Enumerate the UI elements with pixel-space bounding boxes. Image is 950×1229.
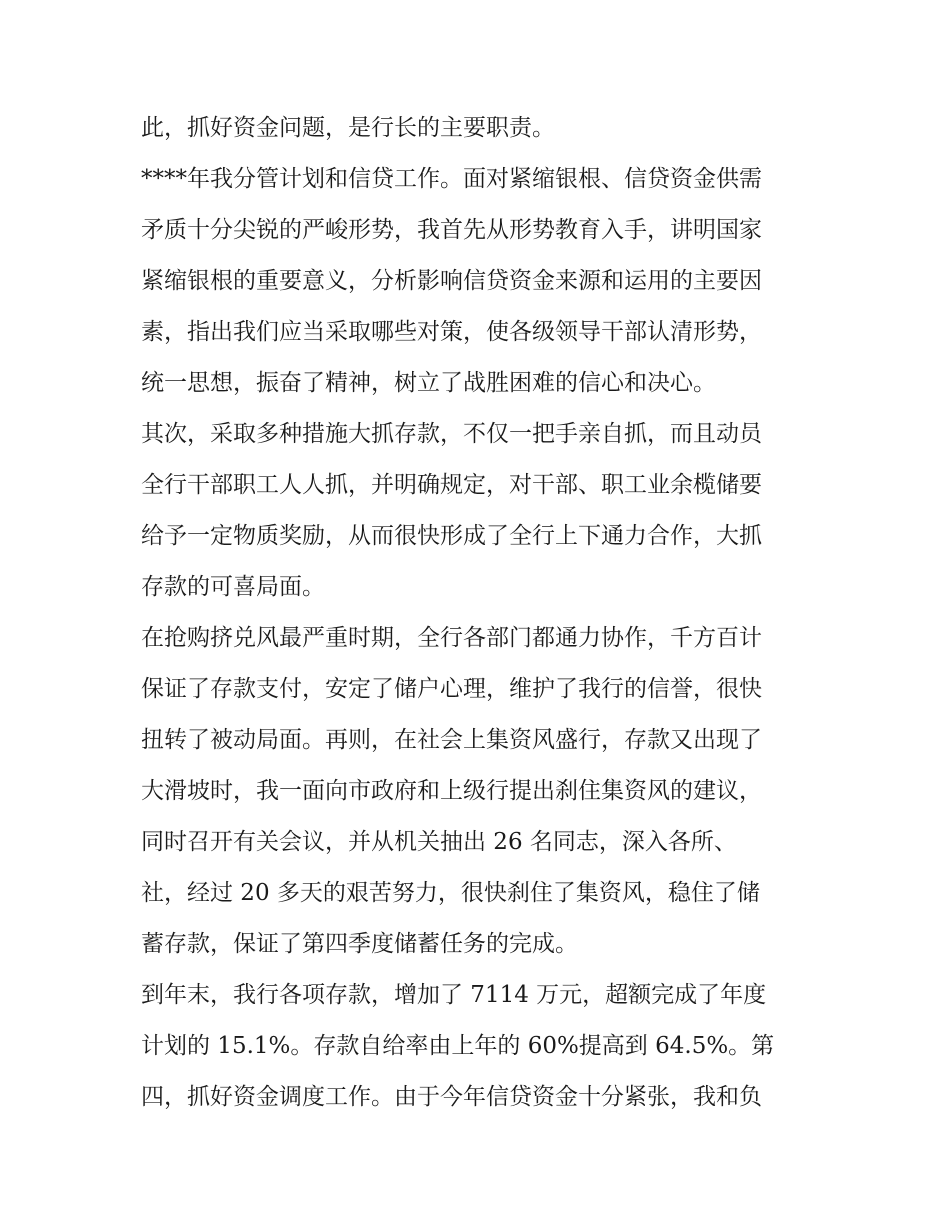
text-line-8: 全行干部职工人人抓，并明确规定，对干部、职工业余榄储要 xyxy=(141,472,762,498)
text-line-16: 社，经过 20 多天的艰苦努力，很快刹住了集资风，稳住了储 xyxy=(141,880,760,906)
text-line-12: 保证了存款支付，安定了储户心理，维护了我行的信誉，很快 xyxy=(141,676,762,702)
text-line-6: 统一思想，振奋了精神，树立了战胜困难的信心和决心。 xyxy=(141,370,716,396)
body-text xyxy=(141,103,821,1123)
text-line-20: 四，抓好资金调度工作。由于今年信贷资金十分紧张，我和负 xyxy=(141,1084,762,1110)
text-line-18: 到年末，我行各项存款，增加了 7114 万元，超额完成了年度 xyxy=(141,982,767,1008)
text-line-7: 其次，采取多种措施大抓存款，不仅一把手亲自抓，而且动员 xyxy=(141,421,762,447)
text-line-14: 大滑坡时，我一面向市政府和上级行提出刹住集资风的建议， xyxy=(141,778,762,804)
text-line-13: 扭转了被动局面。再则，在社会上集资风盛行，存款又出现了 xyxy=(141,727,762,753)
text-line-19: 计划的 15.1%。存款自给率由上年的 60%提高到 64.5%。第 xyxy=(141,1033,775,1059)
text-line-11: 在抢购挤兑风最严重时期，全行各部门都通力协作，千方百计 xyxy=(141,625,762,651)
text-line-9: 给予一定物质奖励，从而很快形成了全行上下通力合作，大抓 xyxy=(141,523,762,549)
text-line-2: ****年我分管计划和信贷工作。面对紧缩银根、信贷资金供需 xyxy=(141,166,762,192)
text-line-4: 紧缩银根的重要意义，分析影响信贷资金来源和运用的主要因 xyxy=(141,268,762,294)
text-line-1: 此，抓好资金问题，是行长的主要职责。 xyxy=(141,115,555,141)
text-line-10: 存款的可喜局面。 xyxy=(141,574,325,600)
text-line-15: 同时召开有关会议，并从机关抽出 26 名同志，深入各所、 xyxy=(141,829,737,855)
text-line-17: 蓄存款，保证了第四季度储蓄任务的完成。 xyxy=(141,931,578,957)
text-line-3: 矛质十分尖锐的严峻形势，我首先从形势教育入手，讲明国家 xyxy=(141,217,762,243)
text-line-5: 素，指出我们应当采取哪些对策，使各级领导干部认清形势， xyxy=(141,319,762,345)
